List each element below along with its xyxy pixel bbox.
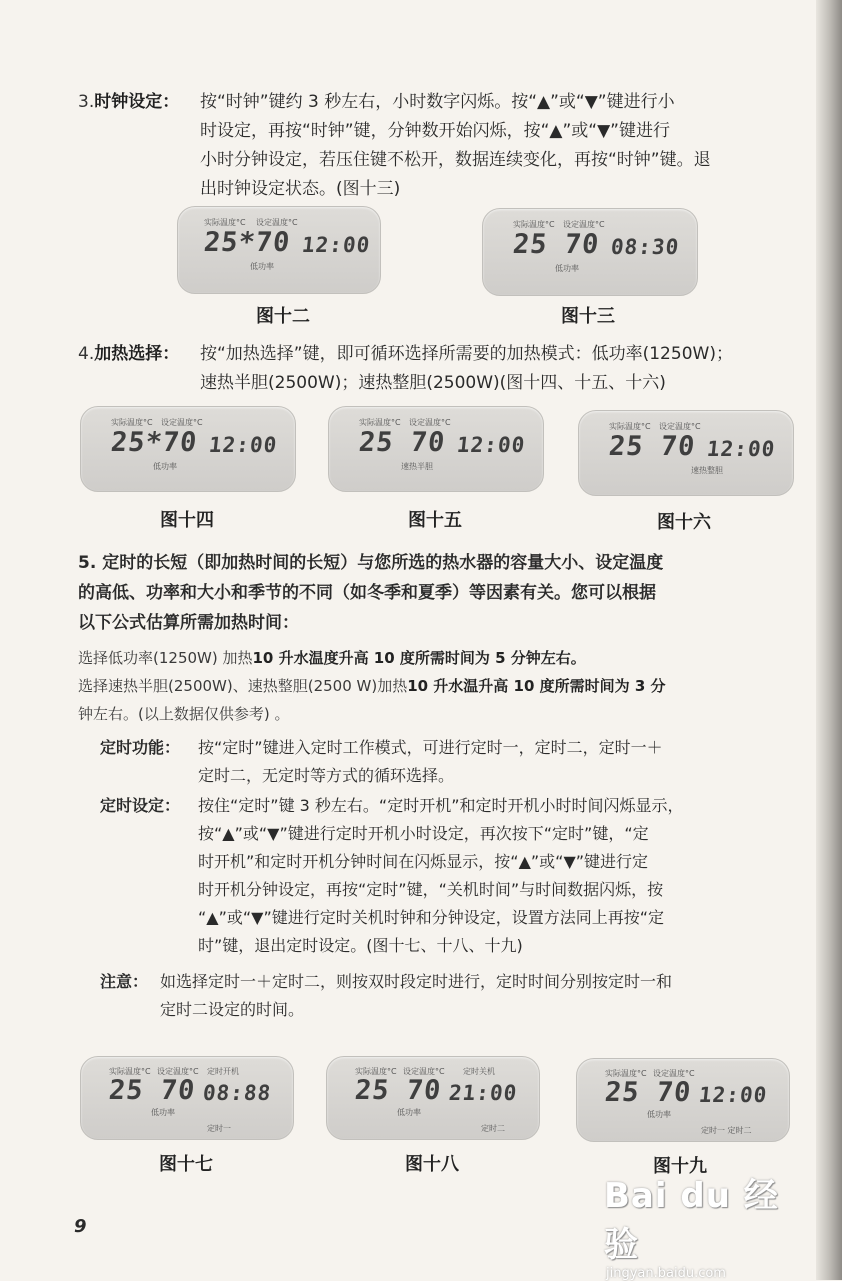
text-line: 速热半胆(2500W)；速热整胆(2500W)(图十四、十五、十六) [200,373,666,393]
lcd-temperature-digits: 25 70 [511,229,601,260]
watermark-url: jingyan.baidu.com [606,1266,726,1281]
text-line: 时设定，再按“时钟”键，分钟数开始闪烁，按“▲”或“▼”键进行 [200,121,670,141]
lcd-display-fig12 [177,206,381,294]
section-number: 4. [78,344,95,364]
figure-caption: 图十二 [256,306,310,327]
lcd-display-fig19 [576,1058,790,1142]
section-title: 时钟设定： [94,92,180,112]
lcd-mode-label: 速热半胆 [401,462,433,471]
lcd-temperature-digits: 25*70 [202,227,292,258]
text-line: 5. 定时的长短（即加热时间的长短）与您所选的热水器的容量大小、设定温度 [78,553,664,573]
lcd-clock-digits: 08:88 [201,1081,273,1105]
page-edge-shadow [816,0,842,1280]
text-line: 如选择定时一＋定时二，则按双时段定时进行，定时时间分别按定时一和 [160,972,673,991]
lcd-set-temp-label: 设定温度°C [653,1069,695,1078]
text-line: 按“加热选择”键，即可循环选择所需要的加热模式：低功率(1250W)； [200,344,733,364]
page-number: 9 [74,1216,87,1237]
timer-function-title: 定时功能： [100,738,181,757]
section-title: 加热选择： [94,344,180,364]
text-line: 按住“定时”键 3 秒左右。“定时开机”和定时开机小时时间闪烁显示， [198,796,684,815]
lcd-clock-digits: 12:00 [207,433,279,457]
lcd-mode-label: 低功率 [151,1108,175,1117]
text-line: 按“▲”或“▼”键进行定时开机小时设定，再次按下“定时”键，“定 [198,824,649,843]
timer-setting [100,792,800,960]
lcd-actual-temp-label: 实际温度°C [111,418,153,427]
lcd-mode-label: 速热整胆 [691,466,723,475]
section-timer-length [78,548,808,638]
lcd-timer-on-label: 定时开机 [207,1067,239,1076]
lcd-clock-digits: 21:00 [447,1081,519,1105]
text-line: 的高低、功率和大小和季节的不同（如冬季和夏季）等因素有关。您可以根据 [78,583,656,603]
text-line: 小时分钟设定，若压住键不松开，数据连续变化，再按“时钟”键。退 [200,150,711,170]
figure-caption: 图十五 [408,510,462,531]
lcd-clock-digits: 12:00 [697,1083,769,1107]
lcd-display-fig17 [80,1056,294,1140]
text-line: 以下公式估算所需加热时间： [78,613,299,633]
lcd-mode-label: 低功率 [647,1110,671,1119]
lcd-clock-digits: 12:00 [455,433,527,457]
lcd-set-temp-label: 设定温度°C [161,418,203,427]
text-line: “▲”或“▼”键进行定时关机时钟和分钟设定，设置方法同上再按“定 [198,908,665,927]
figure-caption: 图十九 [653,1156,707,1177]
text-line: 时开机分钟设定，再按“定时”键，“关机时间”与时间数据闪烁，按 [198,880,664,899]
lcd-timer-label: 定时一 [207,1124,231,1133]
lcd-temperature-digits: 25 70 [607,431,697,462]
lcd-timer-off-label: 定时关机 [463,1067,495,1076]
figure-caption: 图十三 [561,306,615,327]
lcd-display-fig16 [578,410,794,496]
figure-caption: 图十六 [657,512,711,533]
watermark-logo: Bai du 经验 [604,1176,779,1265]
lcd-temperature-digits: 25 70 [603,1077,693,1108]
lcd-set-temp-label: 设定温度°C [157,1067,199,1076]
lcd-actual-temp-label: 实际温度°C [605,1069,647,1078]
text-line: 按“定时”键进入定时工作模式，可进行定时一，定时二，定时一＋ [198,738,663,757]
lcd-temperature-digits: 25*70 [109,427,199,458]
formula-line-3: 钟左右。(以上数据仅供参考) 。 [78,705,290,723]
text-line: 定时二，无定时等方式的循环选择。 [198,766,455,785]
lcd-set-temp-label: 设定温度°C [256,218,298,227]
lcd-display-fig15 [328,406,544,492]
text-line: 出时钟设定状态。(图十三) [200,179,401,199]
lcd-temperature-digits: 25 70 [107,1075,197,1106]
lcd-set-temp-label: 设定温度°C [403,1067,445,1076]
lcd-clock-digits: 08:30 [609,235,681,259]
formula-line-1: 选择低功率(1250W) 加热10 升水温度升高 10 度所需时间为 5 分钟左右。 [78,649,586,667]
lcd-set-temp-label: 设定温度°C [659,422,701,431]
lcd-timer-label: 定时一 定时二 [701,1126,752,1135]
lcd-mode-label: 低功率 [397,1108,421,1117]
lcd-clock-digits: 12:00 [705,437,777,461]
lcd-mode-label: 低功率 [555,264,579,273]
lcd-timer-label: 定时二 [481,1124,505,1133]
note-title: 注意： [100,972,149,991]
timer-function [100,734,800,790]
lcd-set-temp-label: 设定温度°C [409,418,451,427]
lcd-temperature-digits: 25 70 [357,427,447,458]
lcd-set-temp-label: 设定温度°C [563,220,605,229]
lcd-actual-temp-label: 实际温度°C [204,218,246,227]
lcd-actual-temp-label: 实际温度°C [109,1067,151,1076]
lcd-actual-temp-label: 实际温度°C [609,422,651,431]
baidu-watermark [604,1168,794,1281]
section-clock-setting [78,88,798,204]
lcd-mode-label: 低功率 [153,462,177,471]
text-line: 时”键，退出定时设定。(图十七、十八、十九) [198,936,523,955]
lcd-actual-temp-label: 实际温度°C [359,418,401,427]
figure-caption: 图十四 [160,510,214,531]
formula-paragraph [78,644,808,728]
text-line: 定时二设定的时间。 [160,1000,305,1019]
lcd-mode-label: 低功率 [250,262,274,271]
lcd-actual-temp-label: 实际温度°C [513,220,555,229]
text-line: 时开机”和定时开机分钟时间在闪烁显示，按“▲”或“▼”键进行定 [198,852,649,871]
text-line: 按“时钟”键约 3 秒左右，小时数字闪烁。按“▲”或“▼”键进行小 [200,92,675,112]
note [100,968,800,1024]
figure-caption: 图十七 [159,1154,213,1175]
lcd-display-fig18 [326,1056,540,1140]
figure-caption: 图十八 [405,1154,459,1175]
timer-setting-title: 定时设定： [100,796,181,815]
lcd-clock-digits: 12:00 [300,233,372,257]
lcd-display-fig13 [482,208,698,296]
section-number: 3. [78,92,95,112]
lcd-temperature-digits: 25 70 [353,1075,443,1106]
lcd-display-fig14 [80,406,296,492]
formula-line-2: 选择速热半胆(2500W)、速热整胆(2500 W)加热10 升水温升高 10 度所需时间为 3 分 [78,677,666,695]
section-heating-selection [78,340,798,398]
lcd-actual-temp-label: 实际温度°C [355,1067,397,1076]
